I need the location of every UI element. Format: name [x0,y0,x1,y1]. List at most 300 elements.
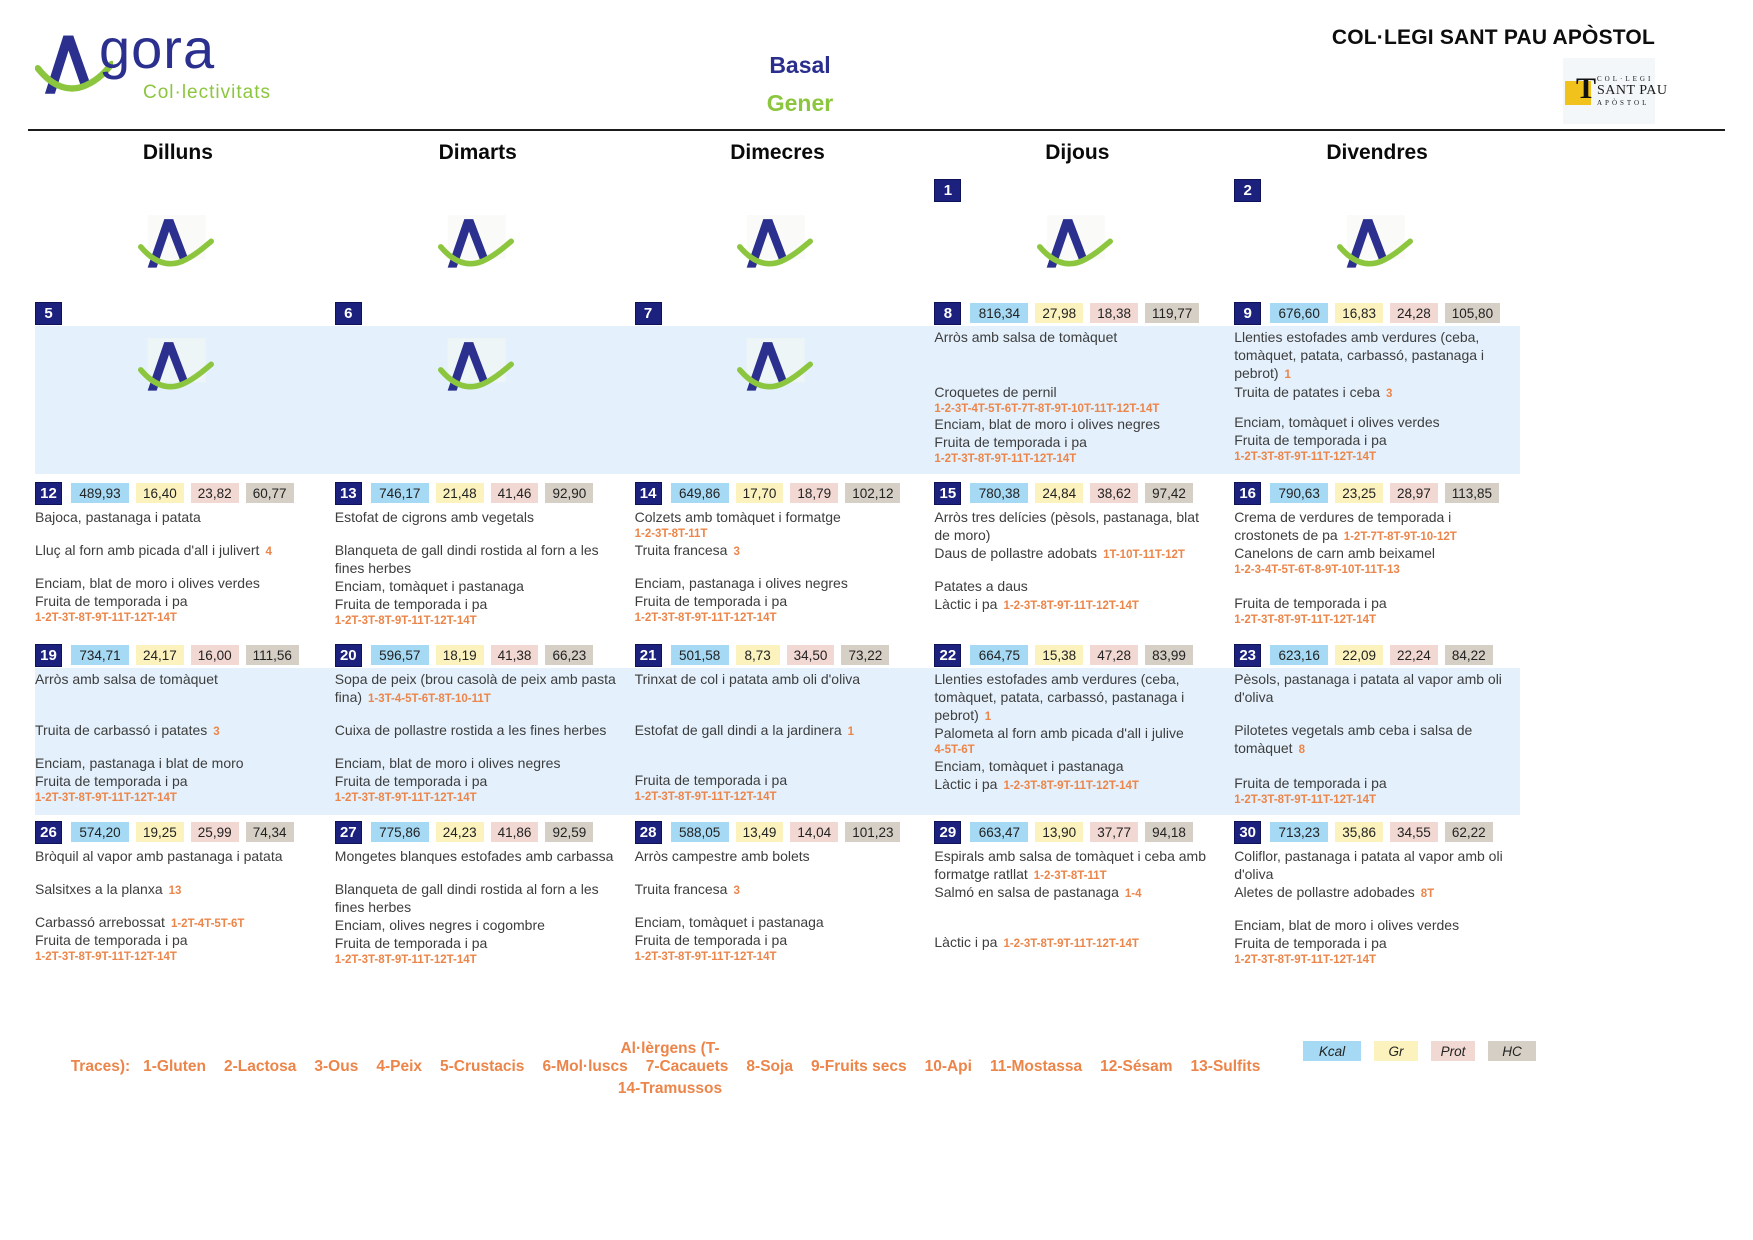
nutrition-gr-value: 18,19 [436,645,484,665]
allergen-codes: 1-2T-3T-8T-9T-11T-12T-14T [934,453,1077,465]
menu-item-text: Enciam, olives negres i cogombre [334,917,545,933]
allergen-codes: 1-2-3T-8T-9T-11T-12T-14T [1003,600,1139,612]
menu-item-text: Enciam, pastanaga i olives negres [634,575,848,591]
menu-item-text: Lluç al forn amb picada d'all i julivert [35,542,260,558]
allergen-codes: 1-2-3T-8T-11T [1033,870,1107,882]
day-cell [934,206,1220,276]
menu-item-text: Fruita de temporada i pa [35,593,188,609]
day-cell [934,848,1220,952]
day-header-dimecres: Dimecres [730,141,825,164]
nutrition-gr-value: 13,49 [736,822,784,842]
menu-item-text: Fruita de temporada i pa [1234,432,1387,448]
menu-item-text: Sopa de peix (brou casolà de peix amb pasta fina) [334,671,616,705]
day-badge: 20 [335,644,362,667]
day-cell [635,848,921,964]
day-cell [934,671,1220,794]
menu-item [934,934,1216,952]
day-badge: 23 [1234,644,1261,667]
menu-item [35,542,317,575]
brand-name [99,16,215,81]
nutrition-legend [1303,1041,1536,1061]
allergen-codes: 1-2T-7T-8T-9T-10-12T [1343,531,1457,543]
menu-item [934,509,1216,545]
menu-item [35,509,317,542]
nutrition-hc-value: 66,23 [545,645,593,665]
menu-item-text: Truita francesa [634,542,728,558]
day-badge: 2 [1234,179,1261,202]
day-badge-cell [1234,177,1520,203]
allergen-legend-item: 8-Soja [746,1058,793,1075]
menu-item-text: Enciam, blat de moro i olives negres [334,755,561,771]
nutrition-gr-value: 35,86 [1335,822,1383,842]
brand-tagline: Col·lectivitats [143,82,271,103]
nutrition-prot-value: 16,00 [191,645,239,665]
allergen-codes: 3 [733,885,740,897]
day-header-dijous: Dijous [1045,141,1110,164]
menu-item [1234,758,1516,775]
nutrition-kcal-value: 623,16 [1270,645,1328,665]
menu-item [1234,917,1516,935]
menu-item [335,722,617,755]
day-badge: 19 [35,644,62,667]
menu-item [635,509,917,542]
nutrition-prot-value: 41,38 [491,645,539,665]
day-cell [635,509,921,625]
day-badge-cell [635,819,921,845]
menu-item-text: Trinxat de col i patata amb oli d'oliva [634,671,861,687]
menu-item-text: Làctic i pa [934,934,998,950]
menu-item [635,772,917,804]
day-badge: 22 [934,644,961,667]
nutrition-legend-hc: HC [1488,1041,1536,1061]
menu-item-text: Daus de pollastre adobats [934,545,1098,561]
allergen-codes: 3 [213,726,220,738]
nutrition-hc-value: 62,22 [1445,822,1493,842]
nutrition-prot-value: 18,79 [790,483,838,503]
allergen-codes: 1-2-3T-8T-11T [634,528,708,540]
day-badge: 29 [934,821,961,844]
menu-item [35,914,317,932]
menu-item-text: Estofat de cigrons amb vegetals [334,509,535,525]
day-cell [635,671,921,804]
day-badge-cell [335,480,621,506]
day-badge-cell [635,300,921,326]
day-cell [335,206,621,276]
day-cell [635,329,921,399]
menu-item-text: Enciam, tomàquet i pastanaga [934,758,1124,774]
day-cell [335,848,621,967]
menu-item-text: Enciam, pastanaga i blat de moro [35,755,244,771]
week-row-1 [35,177,1520,300]
menu-item-text: Enciam, blat de moro i olives verdes [35,575,260,591]
nutrition-gr-value: 24,17 [136,645,184,665]
menu-item-text: Truita de patates i ceba [1234,384,1380,400]
school-logo-text-line: COL·LEGI [1597,74,1654,83]
day-badge-cell [35,819,321,845]
menu-item [335,578,617,596]
menu-item-text: Arròs amb salsa de tomàquet [35,671,218,687]
allergen-legend-item: 12-Sésam [1100,1058,1173,1075]
agora-mark-icon [35,331,317,399]
allergen-legend-item: 10-Api [924,1058,972,1075]
day-cell [1234,509,1520,627]
menu-item [335,509,617,542]
day-badge-cell [635,177,921,203]
nutrition-kcal-value: 664,75 [970,645,1028,665]
nutrition-prot-value: 37,77 [1090,822,1138,842]
menu-item-text: Colzets amb tomàquet i formatge [634,509,841,525]
day-badge-cell [635,480,921,506]
day-badge: 28 [635,821,662,844]
nutrition-legend-kcal: Kcal [1303,1041,1361,1061]
menu-item [1234,671,1516,722]
day-cell [934,329,1220,466]
day-header-dilluns: Dilluns [142,141,213,164]
nutrition-prot-value: 23,82 [191,483,239,503]
menu-item-text: Enciam, blat de moro i olives verdes [1234,917,1460,933]
menu-item [335,542,617,578]
allergen-codes: 1 [847,726,855,738]
allergen-codes: 1-2T-3T-8T-9T-11T-12T-14T [634,791,777,803]
menu-item [335,671,617,722]
badge-row [35,177,1520,203]
agora-mark-icon [635,208,917,276]
allergen-legend-item: 2-Lactosa [224,1058,297,1075]
allergen-legend [35,1040,1305,1098]
day-badge: 8 [934,302,961,325]
menu-item-text: Arròs amb salsa de tomàquet [934,329,1118,345]
day-badge: 1 [934,179,961,202]
nutrition-gr-value: 17,70 [736,483,784,503]
day-badge: 30 [1234,821,1261,844]
menu-item-text: Fruita de temporada i pa [35,932,188,948]
day-cell [635,206,921,276]
menu-item [934,917,1216,934]
nutrition-prot-value: 34,50 [787,645,835,665]
menu-item-text: Espirals amb salsa de tomàquet i ceba amb formatge ratllat [934,848,1206,882]
menu-item [635,671,917,722]
nutrition-hc-value: 113,85 [1445,483,1499,503]
menu-item-text: Aletes de pollastre adobades [1234,884,1415,900]
menu-type-title: Basal [769,52,831,78]
nutrition-prot-value: 24,28 [1390,303,1438,323]
menu-item [934,596,1216,614]
nutrition-hc-value: 119,77 [1145,303,1199,323]
day-badge: 9 [1234,302,1261,325]
allergen-codes: 4-5T-6T [934,744,975,756]
menu-item [335,755,617,773]
day-badge: 14 [635,482,662,505]
menu-item-text: Arròs campestre amb bolets [634,848,810,864]
allergen-legend-item: 1-Gluten [143,1058,207,1075]
menu-item [934,776,1216,794]
month-title: Gener [766,90,834,116]
day-cell [934,509,1220,614]
nutrition-hc-value: 111,56 [246,645,299,665]
menu-item-text: Blanqueta de gall dindi rostida al forn a les fines herbes [334,881,599,915]
allergen-codes: 1-2-3T-8T-9T-11T-12T-14T [1003,938,1139,950]
allergen-codes: 8 [1298,744,1305,756]
nutrition-gr-value: 19,25 [136,822,184,842]
nutrition-kcal-value: 713,23 [1270,822,1328,842]
day-cell [1234,206,1520,276]
day-badge-cell [35,642,321,668]
menu-item-text: Fruita de temporada i pa [334,935,488,951]
nutrition-kcal-value: 816,34 [970,303,1028,323]
menu-item [35,722,317,755]
nutrition-hc-value: 102,12 [845,483,900,503]
day-cell [335,671,621,805]
nutrition-gr-value: 24,23 [436,822,484,842]
day-cell [35,848,321,964]
menu-item-text: Enciam, tomàquet i pastanaga [634,914,824,930]
agora-mark-icon [1234,208,1516,276]
agora-mark-icon [934,208,1216,276]
menu-item-text: Fruita de temporada i pa [1234,775,1387,791]
nutrition-legend-gr: Gr [1374,1041,1418,1061]
school-logo-text-line: APÒSTOL [1597,99,1650,108]
menu-item [35,575,317,593]
nutrition-kcal-value: 588,05 [671,822,729,842]
allergen-codes: 1-2T-3T-8T-9T-11T-12T-14T [334,615,477,627]
nutrition-prot-value: 28,97 [1390,483,1438,503]
agora-mark-icon [335,208,617,276]
allergen-codes: 1-2T-3T-8T-9T-11T-12T-14T [634,612,777,624]
menu-item [635,575,917,593]
day-badge-cell [934,300,1220,326]
school-logo-text-line: SANT PAU [1597,82,1668,98]
nutrition-prot-value: 34,55 [1390,822,1438,842]
menu-item [35,593,317,625]
menu-item [635,914,917,932]
nutrition-gr-value: 21,48 [436,483,484,503]
week-row-2 [35,300,1520,474]
day-cell [35,206,321,276]
menu-item [35,848,317,881]
allergen-legend-item: 6-Mol·luscs [542,1058,628,1075]
allergen-legend-item: 4-Peix [376,1058,422,1075]
nutrition-prot-value: 18,38 [1090,303,1138,323]
allergen-codes: 1-2T-3T-8T-9T-11T-12T-14T [334,792,477,804]
menu-item-text: Fruita de temporada i pa [334,773,488,789]
allergen-legend-line2 [35,1080,1305,1098]
nutrition-prot-value: 38,62 [1090,483,1138,503]
menu-item [934,848,1216,884]
nutrition-gr-value: 22,09 [1335,645,1383,665]
day-badge-cell [335,819,621,845]
nutrition-kcal-value: 596,57 [371,645,429,665]
menu-item-text: Fruita de temporada i pa [934,434,1087,450]
menu-item [1234,722,1516,758]
menu-item-text: Bròquil al vapor amb pastanaga i patata [35,848,283,864]
menu-item [335,848,617,881]
menu-item-text: Cuixa de pollastre rostida a les fines herbes [334,722,607,738]
menu-item-text: Truita francesa [634,881,728,897]
nutrition-kcal-value: 574,20 [71,822,129,842]
menu-item-text: Pilotetes vegetals amb ceba i salsa de tomàquet [1234,722,1473,756]
menu-item-text: Bajoca, pastanaga i patata [35,509,201,525]
allergen-legend-item: 9-Fruits secs [810,1058,907,1075]
allergen-codes: 13 [168,885,182,897]
agora-mark-icon [635,331,917,399]
day-badge-cell [35,177,321,203]
nutrition-prot-value: 25,99 [191,822,239,842]
day-cell [1234,848,1520,967]
menu-item-text: Estofat de gall dindi a la jardinera [634,722,842,738]
day-cell [35,509,321,625]
badge-row [35,480,1520,506]
menu-item [934,758,1216,776]
menu-item [335,881,617,917]
menu-item [1234,884,1516,917]
nutrition-prot-value: 22,24 [1390,645,1438,665]
nutrition-gr-value: 24,84 [1035,483,1083,503]
menu-item [934,545,1216,578]
nutrition-hc-value: 84,22 [1445,645,1493,665]
day-badge-cell [635,642,921,668]
day-badge-cell [335,177,621,203]
day-badge: 16 [1234,482,1261,505]
school-logo-mark-icon [1565,74,1597,108]
day-badge-cell [1234,300,1520,326]
allergen-codes: 1T-10T-11T-12T [1103,549,1185,561]
nutrition-gr-value: 13,90 [1035,822,1083,842]
nutrition-hc-value: 94,18 [1145,822,1193,842]
day-badge-cell [1234,819,1520,845]
allergen-codes: 1-2T-3T-8T-9T-11T-12T-14T [1234,451,1377,463]
day-cell [1234,671,1520,807]
nutrition-hc-value: 60,77 [246,483,294,503]
allergen-codes: 1-2T-3T-8T-9T-11T-12T-14T [334,954,477,966]
day-badge-cell [1234,480,1520,506]
nutrition-gr-value: 27,98 [1035,303,1083,323]
allergen-codes: 1-2T-3T-8T-9T-11T-12T-14T [35,792,177,804]
week-row-5 [35,819,1520,975]
menu-item [635,848,917,881]
day-badge-cell [934,819,1220,845]
menu-item-text: Fruita de temporada i pa [334,596,488,612]
allergen-codes: 1-2-3-4T-5T-6T-8-9T-10T-11T-13 [1234,564,1400,576]
menu-item [635,881,917,914]
menu-item [35,755,317,773]
nutrition-hc-value: 92,59 [545,822,593,842]
school-logo [1563,58,1668,124]
allergen-codes: 8T [1420,888,1435,900]
menu-item [335,917,617,935]
nutrition-kcal-value: 775,86 [371,822,429,842]
school-name: COL·LEGI SANT PAU APÒSTOL [1331,26,1655,49]
menu-item [1234,595,1516,627]
menu-item-text: Enciam, tomàquet i olives verdes [1234,414,1440,430]
header [28,0,1725,131]
menu-item [934,434,1216,466]
day-badge: 15 [934,482,961,505]
calendar [35,141,1520,975]
menu-item [35,773,317,805]
allergen-legend-item: 11-Mostassa [989,1058,1083,1075]
allergen-codes: 1-4 [1124,888,1142,900]
day-badge-cell [1234,642,1520,668]
menu-item [1234,775,1516,807]
allergen-legend-line1 [35,1040,1305,1076]
nutrition-gr-value: 16,40 [136,483,184,503]
nutrition-kcal-value: 501,58 [671,645,729,665]
allergen-codes: 1-3T-4-5T-6T-8T-10-11T [368,693,491,705]
allergen-codes: 1-2T-3T-8T-9T-11T-12T-14T [35,951,177,963]
menu-item-text: Llenties estofades amb verdures (ceba, tomàquet, patata, carbassó, pastanaga i pebrot) [934,671,1185,723]
menu-item [934,416,1216,434]
day-badge: 13 [335,482,362,505]
day-headers-row [35,141,1520,165]
menu-item [1234,509,1516,545]
menu-item [335,773,617,805]
nutrition-prot-value: 14,04 [790,822,838,842]
allergen-codes: 1-2T-3T-8T-9T-11T-12T-14T [1234,794,1377,806]
day-badge: 27 [335,821,362,844]
badge-row [35,300,1520,326]
allergen-legend-label: Al·lèrgens (T-Traces): [70,1040,720,1075]
nutrition-kcal-value: 734,71 [71,645,129,665]
menu-item-text: Arròs tres delícies (pèsols, pastanaga, blat de moro) [934,509,1199,543]
nutrition-prot-value: 47,28 [1090,645,1138,665]
badge-row [35,819,1520,845]
day-badge-cell [35,480,321,506]
nutrition-kcal-value: 780,38 [970,483,1028,503]
menu-item-text: Coliflor, pastanaga i patata al vapor amb oli d'oliva [1234,848,1503,882]
menu-item-text: Enciam, blat de moro i olives negres [934,416,1161,432]
menu-item [934,884,1216,917]
agora-mark-icon [35,208,317,276]
weeks-container [35,177,1520,975]
day-badge-cell [335,300,621,326]
day-badge: 12 [35,482,62,505]
nutrition-gr-value: 16,83 [1335,303,1383,323]
nutrition-hc-value: 74,34 [246,822,294,842]
menu-item-text: Fruita de temporada i pa [634,932,788,948]
allergen-codes: 4 [265,546,272,558]
menu-item-text: Fruita de temporada i pa [634,593,788,609]
menu-item-text: Blanqueta de gall dindi rostida al forn a les fines herbes [334,542,599,576]
week-row-4 [35,642,1520,815]
menu-item-text: Mongetes blanques estofades amb carbassa [334,848,614,864]
menu-item [635,542,917,575]
nutrition-hc-value: 92,90 [545,483,593,503]
menu-item-text: Truita de carbassó i patates [35,722,208,738]
menu-item [1234,329,1516,384]
allergen-legend-item: 13-Sulfits [1190,1058,1261,1075]
content-row [35,845,1520,975]
day-badge-cell [934,480,1220,506]
allergen-codes: 1-2-3T-8T-9T-11T-12T-14T [1003,780,1139,792]
day-badge-cell [35,300,321,326]
day-cell [1234,329,1520,464]
day-cell [35,329,321,399]
menu-item-text: Fruita de temporada i pa [35,773,188,789]
week-row-3 [35,480,1520,636]
content-row [35,203,1520,300]
content-row [35,506,1520,636]
day-badge-cell [934,642,1220,668]
nutrition-kcal-value: 663,47 [970,822,1028,842]
day-header-divendres: Divendres [1326,141,1428,164]
menu-item [934,725,1216,758]
nutrition-kcal-value: 489,93 [71,483,129,503]
menu-item-text: Làctic i pa [934,776,998,792]
nutrition-hc-value: 83,99 [1145,645,1193,665]
day-badge-cell [335,642,621,668]
allergen-codes: 3 [733,546,740,558]
nutrition-prot-value: 41,86 [491,822,539,842]
